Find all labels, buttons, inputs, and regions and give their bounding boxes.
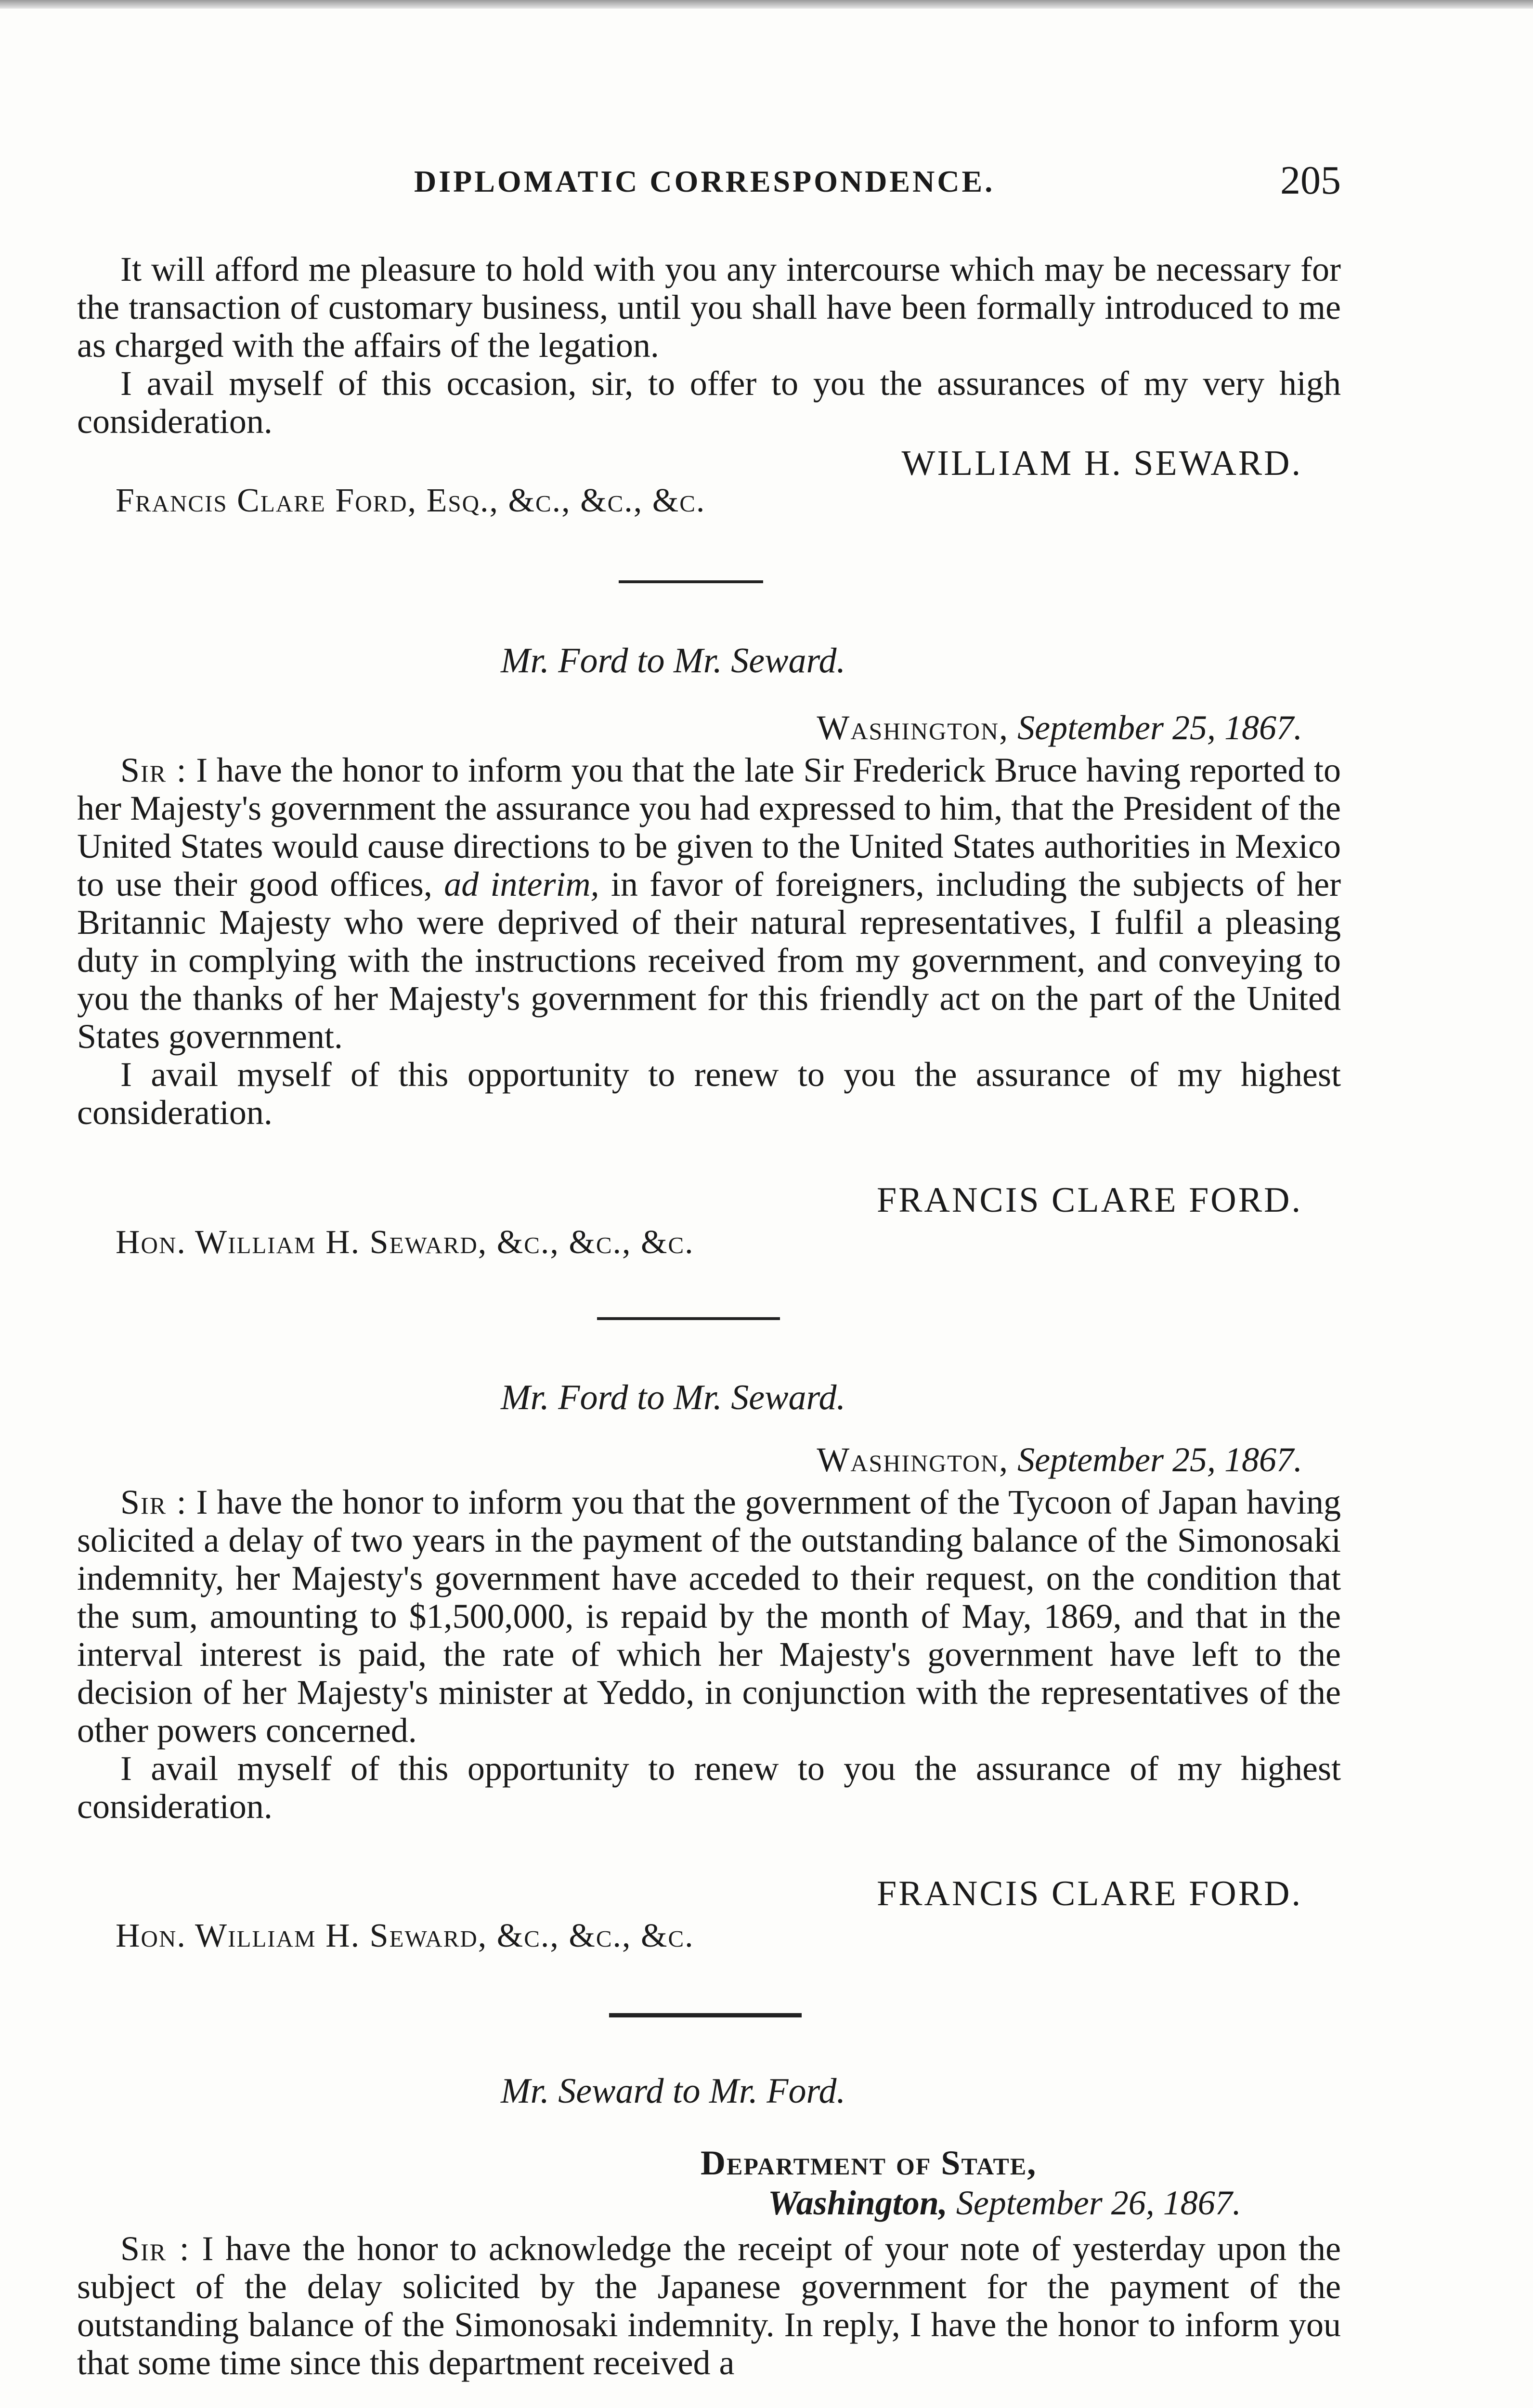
text-run: I have the honor to inform you that the government of the Tycoon of Japan having solicited a delay of two years in the payment of the outstanding balance of the Simonosaki indemnity, her Majesty's government have acceded to their request, on the condition that the sum, amounting to $1,500,000, is repaid by the month of May, 1869, and that in the interval interest is paid, the rate of which her Majesty's government have left to the decision of her Majesty's minister at Yeddo, in conjunction with the representatives of the other powers concerned.	[77, 1483, 1341, 1750]
scan-edge	[0, 0, 1533, 9]
dateline-date: September 26, 1867.	[956, 2184, 1241, 2222]
dateline-date: September 25, 1867.	[1017, 1440, 1302, 1479]
letter-ford-2	[77, 1440, 1341, 1960]
signature: FRANCIS CLARE FORD.	[876, 1180, 1302, 1220]
salutation: Sir :	[120, 2229, 190, 2268]
paragraph: I avail myself of this occasion, sir, to offer to you the assurances of my very high consideration.	[77, 364, 1341, 441]
letter-heading: Mr. Ford to Mr. Seward.	[501, 1378, 846, 1417]
text-run: I have the honor to acknowledge the receipt of your note of yesterday upon the subject of the delay solicited by the Japanese government for the payment of the outstanding balance of the Simonosaki indemnity. In reply, I have the honor to inform you that some time since this department received a	[77, 2229, 1341, 2382]
letter-ford-1	[77, 708, 1341, 1271]
signature: FRANCIS CLARE FORD.	[876, 1874, 1302, 1913]
letter-heading: Mr. Ford to Mr. Seward.	[501, 641, 846, 681]
paragraph	[77, 1483, 1341, 1750]
letter-continuation	[77, 250, 1341, 519]
text-run: I have the honor to inform you that the late Sir Frederick Bruce having reported to her Majesty's government the assurance you had expressed to him, that the President of the United States would cause directions to be given to the United States authorities in Mexico to use their good offices,	[77, 751, 1341, 903]
dateline	[817, 708, 1302, 748]
paragraph: It will afford me pleasure to hold with you any intercourse which may be necessary for the transaction of customary business, until you shall have been formally introduced to me as charged with the affairs of the legation.	[77, 250, 1341, 365]
dateline	[817, 1440, 1302, 1480]
page-header	[77, 158, 1341, 207]
addressee: Hon. William H. Seward, &c., &c., &c.	[116, 1224, 694, 1261]
section-divider	[619, 580, 763, 583]
running-title: DIPLOMATIC CORRESPONDENCE.	[414, 164, 995, 198]
section-divider	[609, 2013, 802, 2017]
paragraph	[77, 751, 1341, 1056]
addressee: Hon. William H. Seward, &c., &c., &c.	[116, 1917, 694, 1954]
dateline-place: Washington,	[817, 708, 1009, 747]
dateline-date: September 25, 1867.	[1017, 708, 1302, 747]
salutation: Sir :	[120, 1483, 187, 1521]
dateline-department: Department of State,	[701, 2144, 1037, 2182]
signature: WILLIAM H. SEWARD.	[901, 444, 1302, 483]
paragraph: I avail myself of this opportunity to renew to you the assurance of my highest consideration.	[77, 1055, 1341, 1132]
section-divider	[597, 1317, 780, 1320]
salutation: Sir :	[120, 751, 187, 789]
letter-heading: Mr. Seward to Mr. Ford.	[501, 2071, 846, 2111]
letter-seward	[77, 2143, 1341, 2408]
paragraph	[77, 2230, 1341, 2382]
italic-run: ad interim,	[444, 865, 599, 903]
dateline-place: Washington,	[817, 1440, 1009, 1479]
paragraph: I avail myself of this opportunity to renew to you the assurance of my highest consideration.	[77, 1749, 1341, 1826]
page-number: 205	[1280, 158, 1341, 203]
text-run: in favor of foreigners, including the subjects of her Britannic Majesty who were deprived of their natural representatives, I fulfil a pleasing duty in complying with the instructions received from my government, and conveying to you the thanks of her Majesty's government for this friendly act on the part of the United States government.	[77, 865, 1341, 1056]
dateline-place: Washington,	[768, 2184, 948, 2222]
addressee: Francis Clare Ford, Esq., &c., &c., &c.	[116, 482, 706, 519]
dateline	[701, 2143, 1302, 2223]
